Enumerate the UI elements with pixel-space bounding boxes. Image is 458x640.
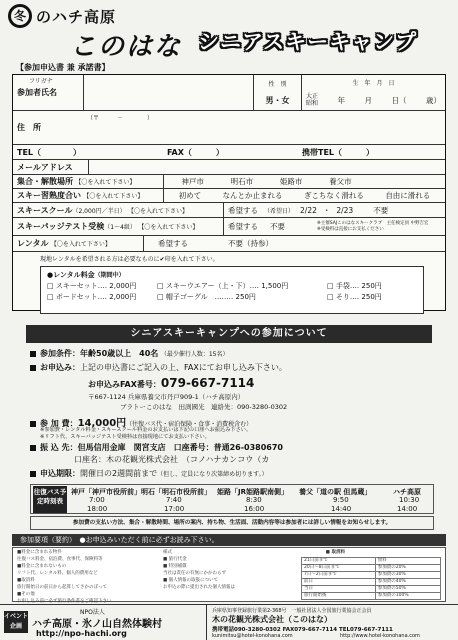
meet-option-himeji[interactable]: 姫路市	[279, 177, 303, 186]
terms-line: ■取消料	[17, 578, 35, 583]
fee-sub-2: ※リフト代、スキーバッジテスト受検料は直接現地にてお支払い下さい。	[40, 434, 210, 440]
meet-option-akashi[interactable]: 明石市	[230, 177, 254, 186]
outbound-himeji: 8:30	[246, 496, 262, 504]
rental-item-ski-set[interactable]: □ スキーセット‥‥ 2,000円	[47, 282, 137, 290]
school-date-2[interactable]: 2/23	[336, 205, 354, 215]
birth-month[interactable]: 月	[364, 95, 372, 105]
table-cell: 旅行開始後	[302, 593, 376, 600]
rental-no[interactable]: 不要（持参）	[228, 239, 273, 248]
return-yabu: 14:40	[331, 505, 352, 513]
rental-item-ski-wear[interactable]: □ スキーウエアー（上・下）‥‥ 1,500円	[157, 282, 289, 290]
info-banner: シニアスキーキャンプへの参加について	[26, 325, 432, 343]
terms-col-2	[163, 550, 293, 592]
company-mail-link[interactable]: kunimitsu@hotel-konohana.com	[212, 633, 293, 639]
info-fax	[88, 376, 254, 390]
pass-row	[13, 218, 445, 236]
pass-label: スキーパッジテスト受検	[17, 222, 105, 231]
school-date-1[interactable]: 2/22	[300, 205, 317, 215]
return-kobe: 18:00	[87, 505, 108, 513]
table-cell: 21日前まで	[302, 558, 376, 565]
rental-label: レンタル	[17, 239, 49, 248]
table-row	[302, 586, 441, 593]
email-row	[13, 160, 445, 175]
tel-field[interactable]: TEL（ ）	[17, 147, 82, 157]
table-cell: 前日	[302, 579, 376, 586]
birth-label: 生 年 月 日	[352, 80, 395, 87]
mobile-field[interactable]: 携帯TEL（ ）	[302, 147, 375, 157]
rental-item-ski-set-label: スキーセット‥‥ 2,000円	[55, 282, 137, 290]
era-showa[interactable]: 昭和	[306, 100, 319, 107]
skill-option-awkward[interactable]: ぎこちなく滑れる	[303, 191, 364, 200]
return-akashi: 17:00	[164, 505, 185, 513]
terms-line: ■料金に含まれないもの	[17, 564, 67, 569]
company-tel: 携帯電話090-3280-0302 FAX079-667-7114 TEL079-667-7111	[212, 627, 393, 633]
school-label: スキースクール	[17, 205, 73, 215]
email-field[interactable]	[88, 160, 445, 174]
gender-field[interactable]: 男・女	[265, 96, 290, 106]
address-field[interactable]	[83, 111, 445, 144]
school-price: （2,000円／半日）	[72, 207, 126, 215]
return-himeji: 16:00	[244, 505, 265, 513]
return-hachi: 14:00	[397, 505, 418, 513]
info-holder	[74, 454, 269, 465]
cond-note: （最少催行人数：15名）	[160, 351, 229, 358]
terms-line: リフト代、レンタル料、個人的費用など	[17, 571, 98, 576]
footer-divider	[206, 605, 207, 640]
skill-check-note: 【〇を入れて下さい】	[83, 193, 144, 200]
school-hope-note: （希望日）	[264, 207, 295, 215]
table-cell: 当日	[302, 586, 376, 593]
address-row	[13, 111, 445, 145]
rental-instruction: 現地レンタルを希望される方は必要なものに✔印を入れて下さい。	[40, 256, 219, 263]
apply-label: お申込み：	[40, 363, 80, 372]
terms-line: 往復バス料金、宿泊費、食事代、保険料等	[17, 557, 103, 562]
meet-row	[13, 175, 445, 189]
npo-url-link[interactable]: http://npo-hachi.org	[36, 629, 127, 638]
table-cell: 参加費の50%	[375, 586, 440, 593]
info-conditions	[30, 348, 228, 359]
npo-name: ハチ高原・氷ノ山自然体験村	[32, 619, 162, 630]
rental-price-box	[40, 266, 424, 314]
birth-day[interactable]: 日（	[391, 95, 407, 105]
footer	[0, 604, 458, 640]
gender-label: 性 別	[268, 80, 287, 88]
cancel-table-title: ■ 取消料	[325, 550, 345, 555]
pass-hope[interactable]: 希望する	[228, 222, 258, 231]
terms-line: 様式	[163, 550, 172, 555]
terms-line: お申し込み前に必ず旅行条件書をご確認下さい	[17, 599, 112, 604]
stop-kobe: 神戸「神戸市役所前」	[71, 488, 141, 496]
table-cell: 7日〜2日前まで	[302, 572, 376, 579]
skill-label: スキー習熟度合い	[17, 191, 81, 200]
info-apply	[30, 362, 287, 373]
terms-line: 旅行開始日の前日から起算してさかのぼって	[17, 585, 107, 590]
info-period	[30, 468, 268, 479]
notice-bar: 参加費の支払い方法、集合・解散時間、場所の案内、持ち物、生活面、活動内容等は参加者には詳しい情報をお知らせします。	[30, 516, 434, 530]
bus-schedule-badge: 往復バス予定時刻表	[33, 486, 67, 513]
rental-item-board-set-label: ボードセット‥‥ 2,000円	[55, 293, 137, 301]
bus-schedule	[30, 484, 434, 514]
rental-item-sled[interactable]: □ そり‥‥ 250円	[327, 293, 382, 301]
name-field[interactable]	[83, 75, 253, 110]
terms-line: ■ 旅行代金	[163, 557, 187, 562]
terms-line: ■ 個人情報の取扱について	[163, 578, 219, 583]
table-cell: 参加費の40%	[375, 579, 440, 586]
header	[0, 0, 458, 62]
rental-item-gloves[interactable]: □ 手袋‥‥ 250円	[327, 282, 382, 290]
pass-check-note: 【〇を入れて下さい】	[138, 224, 199, 231]
form-section-label: 【参加申込書 兼 承諾書】	[16, 63, 110, 72]
terms-col-1	[17, 550, 157, 606]
info-address-1: 〒667-1124 兵庫県養父市丹戸909-1（ハチ高原内）	[88, 393, 245, 401]
date-separator: ・	[322, 205, 331, 215]
terms-line: ■その他	[17, 592, 35, 597]
fee-sub-1: ※参加費・レンタル料金・スキースクール料金のお支払いは下記の口座へお振込み下さい。	[40, 427, 252, 433]
company-name: 木の花観光株式会社（このはな）	[212, 615, 332, 624]
rental-row	[13, 236, 445, 252]
npo-label: NPO法人	[80, 609, 105, 616]
rental-item-ski-wear-label: スキーウエアー（上・下）‥‥ 1,500円	[165, 282, 289, 290]
outbound-yabu: 9:50	[333, 496, 349, 504]
stop-himeji: 姫路「JR姫路駅南側」	[217, 488, 288, 496]
rental-price-sub: （期間中）	[94, 272, 125, 279]
pass-note-1: ※主催SAJこのはなスキークラブ 主任検定員 中野吉宏	[317, 220, 429, 226]
fax-number: 079-667-7114	[160, 376, 255, 390]
company-reg: 兵庫県知事登録旅行業第2-368号 一般社団法人全国旅行業協会正会員	[212, 608, 372, 614]
header-subtitle: のハチ高原	[36, 8, 117, 26]
terms-line: お申込の際に提出された個人情報は	[163, 585, 235, 590]
rental-item-hat-goggles[interactable]: □ 帽子ゴーグル ‥‥‥‥ 250円	[157, 293, 256, 301]
period-value: 開催日の2週間前まで	[80, 469, 158, 478]
skill-option-can-stop[interactable]: なんとか止まれる	[222, 191, 283, 200]
terms-line: ■ 特別補償	[163, 564, 187, 569]
pass-count: （1〜4級）	[104, 224, 136, 231]
skill-row	[13, 189, 445, 203]
meet-label: 集合・解散場所	[17, 177, 73, 186]
address-label: 住 所	[17, 123, 41, 132]
era-taisho[interactable]: 大正	[306, 93, 319, 100]
period-note: （但し、定員になり次第締め切ります。）	[157, 471, 268, 478]
stop-hachi: ハチ高原	[393, 488, 421, 496]
rental-item-board-set[interactable]: □ ボードセット‥‥ 2,000円	[47, 293, 137, 301]
fee-value: 14,000円	[77, 418, 127, 429]
meet-option-kobe[interactable]: 神戸市	[181, 177, 204, 186]
age-field[interactable]: 歳）	[425, 95, 441, 105]
terms-line: 当社は責任の有無にかかわらず	[163, 571, 226, 576]
school-hope[interactable]: 希望する	[228, 205, 258, 215]
terms-line: ■料金に含まれる物件	[17, 550, 62, 555]
holder-label: 口座名：	[74, 455, 106, 464]
fee-label: 参 加 費：	[40, 419, 78, 428]
stop-akashi: 明石「明石市役所前」	[141, 488, 211, 496]
table-cell: 参加費の20%	[375, 565, 440, 572]
tel-row	[13, 145, 445, 160]
fax-label: お申込みFAX番号：	[88, 380, 161, 389]
bank-value: 但馬信用金庫 関宮支店 口座番号：普通26-0380670	[77, 443, 283, 452]
apply-value: 上記の申込書にご記入の上、FAXにてお申し込み下さい。	[80, 363, 287, 372]
furigana-label: フリガナ	[29, 78, 53, 85]
table-row	[302, 593, 441, 600]
rental-check-note: 【〇を入れて下さい】	[50, 241, 111, 248]
fee-note: （往復バス代・宿泊保険・食事・消費税含む）	[126, 421, 253, 428]
rental-item-sled-label: そり‥‥ 250円	[335, 293, 382, 301]
fax-field[interactable]: FAX（ ）	[167, 147, 224, 157]
terms-box	[12, 547, 446, 602]
event-badge: イベント企画	[4, 611, 28, 633]
bank-label: 振 込 先：	[40, 443, 78, 452]
cond-label: 参加条件：	[40, 349, 80, 358]
info-address-2: ブラトーこのはな 田渕國光 連絡先：090-3280-0302	[120, 403, 288, 411]
school-check-note: 【〇を入れて下さい】	[128, 207, 189, 215]
header-title-main: このはな	[70, 32, 183, 62]
table-cell: 20日〜8日前まで	[302, 565, 376, 572]
table-cell: 参加費の100%	[375, 593, 440, 600]
period-label: 申込期限：	[40, 469, 80, 478]
stop-yabu: 養父「道の駅 但馬蔵」	[299, 488, 372, 496]
table-row	[302, 558, 441, 565]
rental-item-hat-goggles-label: 帽子ゴーグル ‥‥‥‥ 250円	[165, 293, 256, 301]
meet-check-note: 【〇を入れて下さい】	[75, 179, 136, 186]
name-row	[13, 75, 445, 111]
pass-note-2: ※受検料は直接にお支払ください	[317, 226, 384, 232]
cancel-fee-table	[301, 557, 441, 600]
info-bank	[30, 442, 283, 453]
postal-code-field[interactable]: （〒 － ）	[87, 115, 154, 122]
rental-price-title: ●レンタル料金	[47, 271, 95, 279]
cond-value: 年齢50歳以上 40名	[80, 349, 159, 358]
rental-hope[interactable]: 希望する	[158, 239, 188, 248]
outbound-akashi: 7:40	[166, 496, 182, 504]
pass-no[interactable]: 不要	[270, 222, 285, 231]
school-no[interactable]: 不要	[373, 205, 389, 215]
table-cell: 参加費の30%	[375, 572, 440, 579]
school-row	[13, 203, 445, 218]
meet-option-yabu[interactable]: 養父市	[329, 177, 352, 186]
outbound-hachi: 10:30	[399, 496, 420, 504]
table-cell: 無料	[375, 558, 440, 565]
outbound-kobe: 7:00	[89, 496, 105, 504]
table-row	[302, 579, 441, 586]
table-row	[302, 565, 441, 572]
terms-bar: 参加要項（要約） ●お申込みいただく前に必ずお読み下さい。	[12, 534, 446, 546]
birth-year[interactable]: 年	[337, 95, 345, 105]
skill-option-beginner[interactable]: 初めて	[178, 191, 202, 200]
name-label: 参加者氏名	[17, 88, 57, 97]
company-url-link[interactable]: http://www.hotel-konohana.com	[340, 633, 420, 639]
skill-option-free[interactable]: 自由に滑れる	[385, 191, 431, 200]
table-row	[302, 572, 441, 579]
winter-ring-logo: 冬	[8, 4, 32, 28]
holder-value: 木の花観光株式会社 （コノハナカンコウ（カ	[106, 455, 270, 464]
email-label: メールアドレス	[17, 162, 73, 172]
rental-item-gloves-label: 手袋‥‥ 250円	[335, 282, 382, 290]
header-title-sub: シニアスキーキャンプ	[198, 30, 418, 54]
